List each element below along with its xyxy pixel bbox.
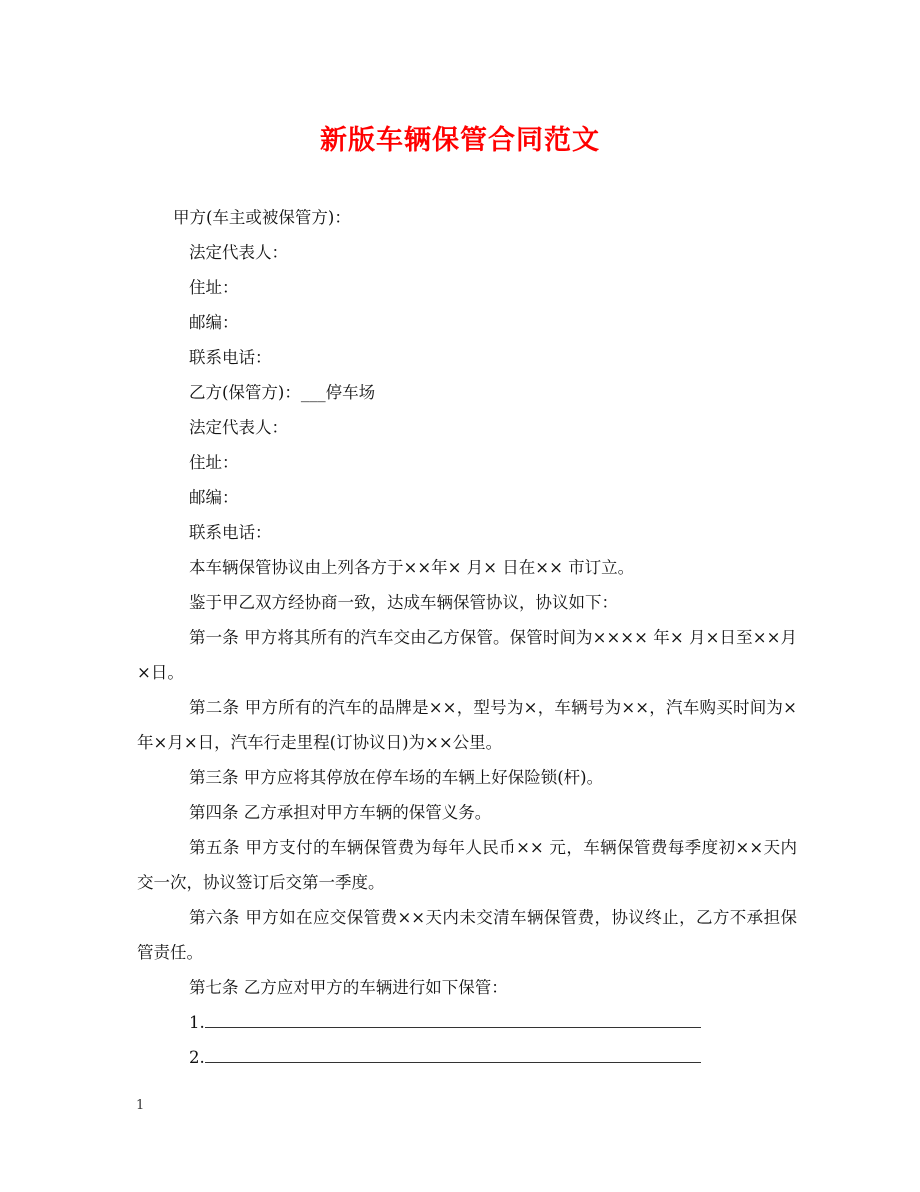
article-7: 第七条 乙方应对甲方的车辆进行如下保管： (189, 978, 508, 997)
party-b-address: 住址： (189, 453, 239, 472)
intro-paragraph: 鉴于甲乙双方经协商一致，达成车辆保管协议，协议如下： (189, 593, 618, 612)
document-title: 新版车辆保管合同范文 (320, 125, 600, 156)
blank-item (137, 1040, 797, 1075)
party-a-heading: 甲方(车主或被保管方)： (173, 208, 351, 227)
intro-paragraph: 本车辆保管协议由上列各方于××年× 月× 日在×× 市订立。 (189, 558, 635, 577)
party-b-heading: 乙方(保管方)：___停车场 (189, 383, 376, 402)
article-6: 第六条 甲方如在应交保管费××天内未交清车辆保管费，协议终止，乙方不承担保管责任。 (137, 908, 797, 962)
blank-item-number: 2. (189, 1048, 205, 1067)
blank-underline (205, 1042, 701, 1063)
party-b-representative: 法定代表人： (189, 418, 288, 437)
party-a-address: 住址： (189, 278, 239, 297)
party-b-postcode: 邮编： (189, 488, 239, 507)
page-number: 1 (136, 1098, 145, 1113)
party-a-phone: 联系电话： (189, 348, 272, 367)
blank-item-number: 1. (189, 1013, 205, 1032)
blank-item (137, 1005, 797, 1040)
article-2: 第二条 甲方所有的汽车的品牌是××，型号为×，车辆号为××，汽车购买时间为×年×月×日，汽车行走里程(订协议日)为××公里。 (137, 698, 797, 752)
party-a-postcode: 邮编： (189, 313, 239, 332)
party-b-phone: 联系电话： (189, 523, 272, 542)
document-body (137, 200, 797, 1075)
party-a-representative: 法定代表人： (189, 243, 288, 262)
article-4: 第四条 乙方承担对甲方车辆的保管义务。 (189, 803, 492, 822)
article-5: 第五条 甲方支付的车辆保管费为每年人民币×× 元，车辆保管费每季度初××天内交一次，协议签订后交第一季度。 (137, 838, 797, 892)
article-1: 第一条 甲方将其所有的汽车交由乙方保管。保管时间为×××× 年× 月×日至××月×日。 (137, 628, 797, 682)
article-3: 第三条 甲方应将其停放在停车场的车辆上好保险锁(杆)。 (189, 768, 604, 787)
blank-underline (205, 1007, 701, 1028)
